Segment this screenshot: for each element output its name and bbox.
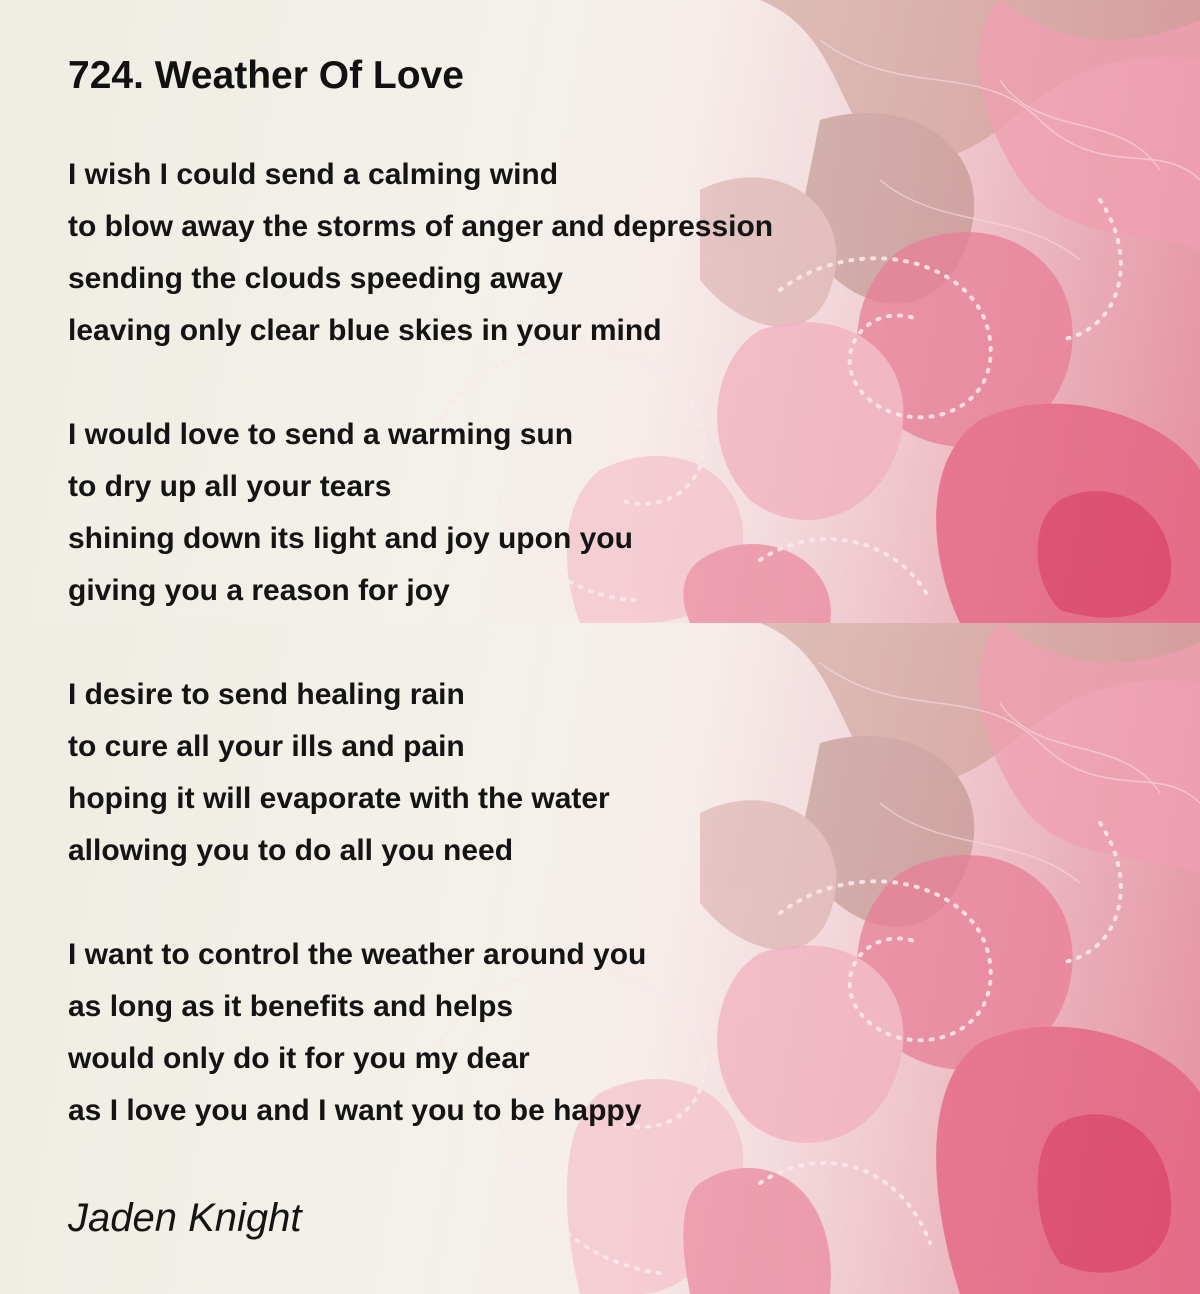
- stanza-4-line-4: as I love you and I want you to be happy: [68, 1094, 642, 1127]
- stanza-1-line-3: sending the clouds speeding away: [68, 262, 564, 295]
- stanza-4-line-3: would only do it for you my dear: [68, 1042, 530, 1075]
- stanza-4-line-1: I want to control the weather around you: [68, 938, 647, 971]
- stanza-3-line-1: I desire to send healing rain: [68, 678, 465, 711]
- stanza-2-line-3: shining down its light and joy upon you: [68, 522, 633, 555]
- stanza-3-line-3: hoping it will evaporate with the water: [68, 782, 610, 815]
- stanza-2-line-2: to dry up all your tears: [68, 470, 392, 503]
- stanza-2-line-1: I would love to send a warming sun: [68, 418, 574, 451]
- stanza-3-line-2: to cure all your ills and pain: [68, 730, 465, 763]
- poem-title: 724. Weather Of Love: [68, 54, 464, 97]
- stanza-3-line-4: allowing you to do all you need: [68, 834, 514, 867]
- stanza-2-line-4: giving you a reason for joy: [68, 574, 450, 607]
- stanza-1-line-4: leaving only clear blue skies in your mind: [68, 314, 662, 347]
- poem-author: Jaden Knight: [68, 1196, 302, 1240]
- poem: [68, 0, 1168, 1294]
- stanza-1-line-2: to blow away the storms of anger and depression: [68, 210, 774, 243]
- stanza-1-line-1: I wish I could send a calming wind: [68, 158, 559, 191]
- stanza-4-line-2: as long as it benefits and helps: [68, 990, 514, 1023]
